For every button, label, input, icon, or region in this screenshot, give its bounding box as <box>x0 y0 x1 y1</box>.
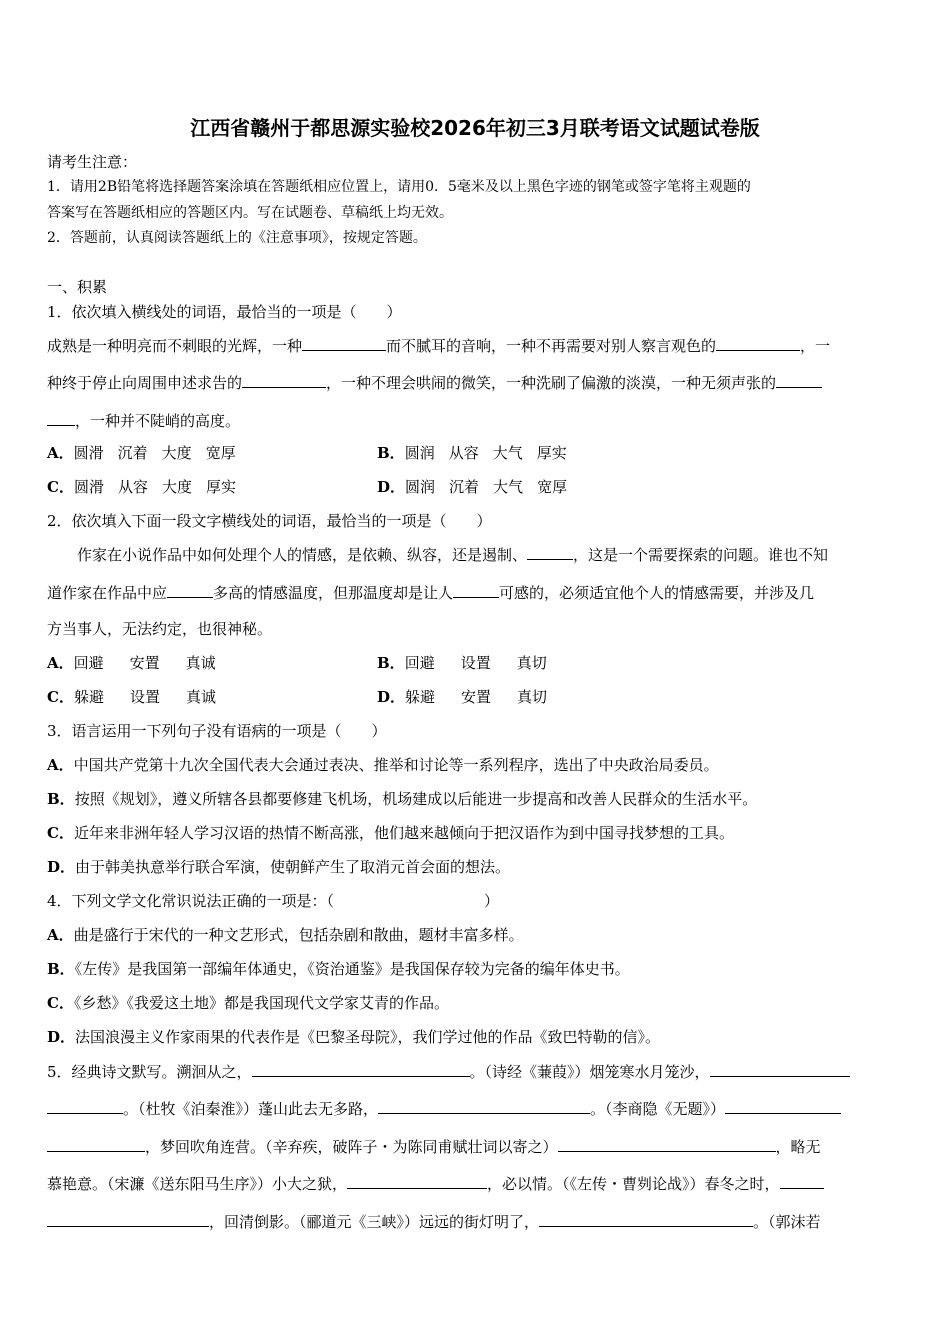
q5-blank <box>47 1098 123 1114</box>
q2-text: 道作家在作品中应 <box>47 584 168 602</box>
q2-option-a[interactable] <box>47 653 216 673</box>
option-label: A． <box>47 654 74 672</box>
q5-blank <box>780 1173 824 1189</box>
q2-option-b[interactable] <box>377 653 547 673</box>
q4-stem: 4．下列文学文化常识说法正确的一项是：（ ） <box>47 892 500 910</box>
option-word: 安置 <box>129 654 160 672</box>
q1-passage-line-1 <box>47 335 830 356</box>
option-label: C． <box>47 688 74 706</box>
q5-text: 。（李商隐《无题》） <box>590 1100 726 1118</box>
q1-blank-1 <box>302 335 386 351</box>
q4-option-a[interactable] <box>47 925 524 945</box>
q5-blank <box>47 1211 209 1227</box>
option-text: 由于韩美执意举行联合军演，使朝鲜产生了取消元首会面的想法。 <box>75 858 511 876</box>
q2-option-d[interactable] <box>377 687 547 707</box>
q3-option-b[interactable] <box>47 789 757 809</box>
option-label: C． <box>47 824 74 842</box>
q1-passage-line-3 <box>47 410 240 431</box>
option-text: 按照《规划》，遵义所辖各县都要修建飞机场，机场建成以后能进一步提高和改善人民群众的生活水平。 <box>74 790 758 808</box>
q2-text: ，这是一个需要探索的问题。谁也不知 <box>573 546 829 564</box>
option-text: 中国共产党第十九次全国代表大会通过表决、推举和讨论等一系列程序，选出了中央政治局委员。 <box>73 756 719 774</box>
option-word: 大度 <box>161 444 192 462</box>
q3-option-c[interactable] <box>47 823 734 843</box>
q5-blank <box>252 1061 470 1077</box>
option-label: A． <box>47 756 74 774</box>
q5-line-5 <box>47 1211 821 1232</box>
option-word: 厚实 <box>206 478 237 496</box>
q5-text: ，梦回吹角连营。（辛弃疾，破阵子・为陈同甫赋壮词以寄之） <box>145 1138 558 1156</box>
q1-blank-4-cont <box>47 410 75 426</box>
option-word: 设置 <box>129 688 160 706</box>
q1-option-b[interactable] <box>377 443 567 463</box>
notice-item-2: 2．答题前，认真阅读答题纸上的《注意事项》，按规定答题。 <box>47 230 427 246</box>
option-word: 沉着 <box>117 444 148 462</box>
q1-text: 而不腻耳的音响，一种不再需要对别人察言观色的 <box>386 337 717 355</box>
q1-text: 成熟是一种明亮而不刺眼的光辉，一种 <box>47 337 303 355</box>
q1-blank-3 <box>242 372 326 388</box>
option-word: 沉着 <box>449 478 480 496</box>
option-word: 厚实 <box>536 444 567 462</box>
option-word: 躲避 <box>405 688 436 706</box>
option-label: D． <box>377 478 406 496</box>
q5-blank <box>558 1136 776 1152</box>
notice-heading: 请考生注意： <box>47 153 138 171</box>
q2-passage-line-1 <box>77 544 828 565</box>
q5-blank <box>539 1211 753 1227</box>
option-word: 圆润 <box>404 444 435 462</box>
q5-blank <box>347 1173 487 1189</box>
option-word: 圆滑 <box>73 478 104 496</box>
q4-option-d[interactable] <box>47 1027 660 1047</box>
q1-text: ，一种并不陡峭的高度。 <box>75 412 241 430</box>
option-label: B． <box>377 654 405 672</box>
q5-text: 。（杜牧《泊秦淮》）蓬山此去无多路， <box>123 1100 379 1118</box>
q4-option-b[interactable] <box>47 959 630 979</box>
q5-blank <box>378 1098 590 1114</box>
option-label: C． <box>47 478 74 496</box>
q5-text: ，必以情。（《左传・曹刿论战》）春冬之时， <box>487 1175 780 1193</box>
q2-text: 多高的情感温度，但那温度却是让人 <box>213 584 454 602</box>
option-text: 《乡愁》《我爱这土地》都是我国现代文学家艾青的作品。 <box>73 994 449 1012</box>
q3-stem: 3．语言运用一下列句子没有语病的一项是（ ） <box>47 722 387 740</box>
option-word: 从容 <box>448 444 479 462</box>
q1-blank-4 <box>776 372 822 388</box>
option-text: 《左传》是我国第一部编年体通史，《资治通鉴》是我国保存较为完备的编年体史书。 <box>74 960 630 978</box>
q5-blank <box>710 1061 850 1077</box>
section-heading: 一、积累 <box>47 278 108 296</box>
q5-line-1 <box>47 1061 850 1082</box>
q1-text: ，一 <box>800 337 831 355</box>
q2-stem: 2．依次填入下面一段文字横线处的词语，最恰当的一项是（ ） <box>47 512 492 530</box>
option-label: D． <box>47 858 76 876</box>
option-label: B． <box>377 444 405 462</box>
q3-option-d[interactable] <box>47 857 510 877</box>
option-word: 回避 <box>404 654 435 672</box>
option-word: 安置 <box>461 688 492 706</box>
option-label: C． <box>47 994 74 1012</box>
q1-text: ，一种不理会哄闹的微笑，一种洗刷了偏激的淡漠，一种无须声张的 <box>326 374 777 392</box>
option-label: D． <box>47 1028 76 1046</box>
q2-option-c[interactable] <box>47 687 216 707</box>
q3-option-a[interactable] <box>47 755 719 775</box>
option-word: 真切 <box>517 688 548 706</box>
option-word: 大气 <box>493 478 524 496</box>
option-label: B． <box>47 790 75 808</box>
q5-text: ，略无 <box>775 1138 821 1156</box>
q5-text: 5．经典诗文默写。溯洄从之， <box>47 1063 252 1081</box>
q2-blank-2 <box>167 582 213 598</box>
q1-option-c[interactable] <box>47 477 236 497</box>
q4-option-c[interactable] <box>47 993 449 1013</box>
option-text: 曲是盛行于宋代的一种文艺形式，包括杂剧和散曲，题材丰富多样。 <box>73 926 524 944</box>
option-word: 大气 <box>492 444 523 462</box>
option-word: 设置 <box>460 654 491 672</box>
q5-line-3 <box>47 1136 821 1157</box>
q5-text: ，回清倒影。（郦道元《三峡》）远远的街灯明了， <box>209 1213 540 1231</box>
q1-stem: 1．依次填入横线处的词语，最恰当的一项是（ ） <box>47 303 402 321</box>
q1-blank-2 <box>716 335 800 351</box>
option-text: 近年来非洲年轻人学习汉语的热情不断高涨，他们越来越倾向于把汉语作为到中国寻找梦想的工具。 <box>73 824 734 842</box>
q5-blank <box>725 1098 841 1114</box>
option-word: 圆润 <box>405 478 436 496</box>
option-label: B． <box>47 960 75 978</box>
q5-text: 。（郭沫若 <box>753 1213 821 1231</box>
option-word: 回避 <box>73 654 104 672</box>
option-word: 躲避 <box>73 688 104 706</box>
option-word: 宽厚 <box>537 478 568 496</box>
q1-option-d[interactable] <box>377 477 567 497</box>
option-word: 真切 <box>516 654 547 672</box>
notice-item-1-cont: 答案写在答题纸相应的答题区内。写在试题卷、草稿纸上均无效。 <box>47 205 453 221</box>
q2-passage-line-2 <box>47 582 814 603</box>
q2-blank-1 <box>527 544 573 560</box>
q5-text: 。（诗经《蒹葭》）烟笼寒水月笼沙， <box>469 1063 710 1081</box>
option-label: A． <box>47 926 74 944</box>
option-word: 宽厚 <box>205 444 236 462</box>
option-word: 大度 <box>161 478 192 496</box>
q2-passage-line-3: 方当事人，无法约定，也很神秘。 <box>47 620 273 638</box>
q2-text: 可感的，必须适宜他个人的情感需要，并涉及几 <box>499 584 815 602</box>
q5-line-4 <box>47 1173 824 1194</box>
option-label: D． <box>377 688 406 706</box>
q1-passage-line-2 <box>47 372 822 393</box>
q2-blank-3 <box>453 582 499 598</box>
q1-text: 种终于停止向周围申述求告的 <box>47 374 243 392</box>
option-text: 法国浪漫主义作家雨果的代表作是《巴黎圣母院》，我们学过他的作品《致巴特勒的信》。 <box>75 1028 661 1046</box>
option-word: 真诚 <box>185 654 216 672</box>
option-label: A． <box>47 444 74 462</box>
q5-text: 慕艳意。（宋濂《送东阳马生序》）小大之狱， <box>47 1175 348 1193</box>
option-word: 真诚 <box>185 688 216 706</box>
q5-line-2 <box>47 1098 841 1119</box>
notice-item-1: 1．请用2B铅笔将选择题答案涂填在答题纸相应位置上，请用0．5毫米及以上黑色字迹的钢笔或签字笔将主观题的 <box>47 179 751 195</box>
q5-blank <box>47 1136 145 1152</box>
page-title: 江西省赣州于都思源实验校2026年初三3月联考语文试题试卷版 <box>190 116 760 140</box>
option-word: 从容 <box>117 478 148 496</box>
option-word: 圆滑 <box>73 444 104 462</box>
q2-text: 作家在小说作品中如何处理个人的情感，是依赖、纵容，还是遏制、 <box>77 546 528 564</box>
q1-option-a[interactable] <box>47 443 236 463</box>
